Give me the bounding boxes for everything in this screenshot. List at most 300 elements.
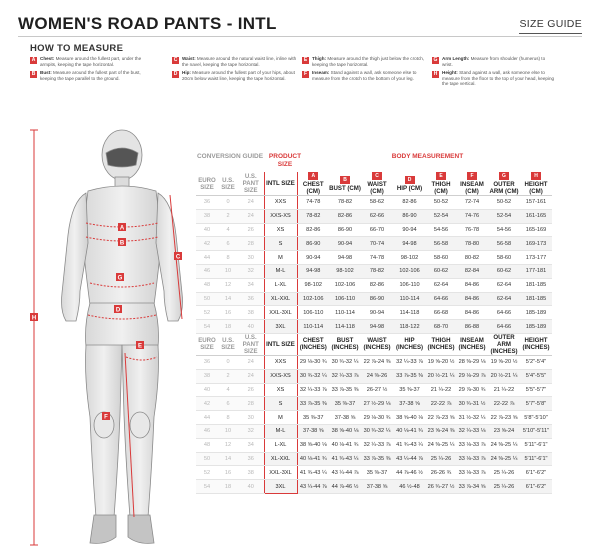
column-letter-badge: C bbox=[372, 172, 382, 180]
table-cell: 28 ⅜-29 ⅛ bbox=[456, 355, 488, 369]
table-cell: 31 ½-32 ¼ bbox=[456, 411, 488, 425]
table-cell: M bbox=[264, 251, 297, 265]
table-cell: 165-169 bbox=[520, 223, 552, 237]
table-cell: 29 ⅛-30 ¾ bbox=[361, 411, 393, 425]
table-cell: 41 ¾-43 ¼ bbox=[329, 452, 361, 466]
figure-marker-h: H bbox=[31, 315, 37, 322]
table-row bbox=[196, 355, 552, 369]
conversion-header: U.S. SIZE bbox=[218, 333, 238, 355]
table-cell: 37-38 ⅝ bbox=[329, 411, 361, 425]
table-cell: 24 bbox=[238, 355, 264, 369]
table-cell: 181-185 bbox=[520, 278, 552, 292]
table-cell: 14 bbox=[218, 452, 238, 466]
table-cell: 84-86 bbox=[456, 292, 488, 306]
table-cell: 44 ⅞-46 ½ bbox=[329, 480, 361, 494]
table-cell: 110-114 bbox=[329, 306, 361, 320]
table-cell: 38 bbox=[196, 369, 218, 383]
table-cell: 62-64 bbox=[488, 278, 520, 292]
table-cell: 21 ¼-22 bbox=[488, 383, 520, 397]
table-cell: XXS-XS bbox=[264, 369, 297, 383]
table-cell: 43 ¼-44 ⅞ bbox=[329, 466, 361, 480]
table-cell: 82-84 bbox=[456, 264, 488, 278]
table-cell: 12 bbox=[218, 278, 238, 292]
table-row bbox=[196, 223, 552, 237]
table-cell: 82-86 bbox=[297, 223, 329, 237]
table-cell: 52-54 bbox=[488, 209, 520, 223]
table-cell: 30 ¾-32 ¼ bbox=[297, 369, 329, 383]
column-letter-badge: G bbox=[499, 172, 509, 180]
table-cell: 177-181 bbox=[520, 264, 552, 278]
instruction-arm-length bbox=[432, 56, 557, 67]
table-cell: 10 bbox=[218, 264, 238, 278]
table-cell: 4 bbox=[218, 223, 238, 237]
table-cell: 29 ⅛-30 ¾ bbox=[297, 355, 329, 369]
letter-badge: E bbox=[303, 57, 308, 63]
table-cell: 56-58 bbox=[488, 237, 520, 251]
column-letter-badge: A bbox=[308, 172, 318, 180]
table-cell: 62-66 bbox=[361, 209, 393, 223]
table-row bbox=[196, 397, 552, 411]
table-cell: 33 ⅞-35 ⅜ bbox=[329, 383, 361, 397]
table-cell: 54-56 bbox=[488, 223, 520, 237]
instruction-hip bbox=[172, 70, 297, 81]
table-cell: 0 bbox=[218, 196, 238, 210]
size-table-body bbox=[196, 172, 552, 493]
table-cell: 64-66 bbox=[488, 306, 520, 320]
table-cell: 44 ⅞-46 ½ bbox=[393, 466, 426, 480]
table-cell: 26 ¾-27 ½ bbox=[426, 480, 456, 494]
table-cell: 54 bbox=[196, 320, 218, 334]
figure-marker-e: E bbox=[137, 343, 143, 350]
table-cell: 161-165 bbox=[520, 209, 552, 223]
table-cell: 86-90 bbox=[329, 223, 361, 237]
table-cell: 30 ¾-32 ¼ bbox=[329, 355, 361, 369]
column-header-text: INTL SIZE bbox=[266, 180, 295, 187]
table-cell: 30 ¾-32 ¼ bbox=[361, 424, 393, 438]
table-cell: 54 bbox=[196, 480, 218, 494]
column-header: INTL SIZE bbox=[264, 333, 297, 355]
table-cell: 8 bbox=[218, 251, 238, 265]
table-cell: 90-94 bbox=[393, 223, 426, 237]
conversion-header: U.S. PANT SIZE bbox=[238, 172, 264, 196]
table-cell: 102-106 bbox=[297, 292, 329, 306]
table-cell: 5'10"-5'11" bbox=[520, 424, 552, 438]
table-cell: 24 bbox=[238, 209, 264, 223]
table-cell: 29 ⅞-30 ¾ bbox=[456, 383, 488, 397]
table-cell: 22 ⅞-23 ⅝ bbox=[488, 411, 520, 425]
table-cell: 40 ⅛-41 ¾ bbox=[393, 424, 426, 438]
table-cell: 94-98 bbox=[329, 251, 361, 265]
table-cell: XS bbox=[264, 223, 297, 237]
figure-marker-b: B bbox=[119, 240, 125, 247]
figure-marker-a: A bbox=[119, 225, 125, 232]
table-cell: 32 ¼-33 ⅞ bbox=[297, 383, 329, 397]
table-cell: 30 ¾-31 ½ bbox=[456, 397, 488, 411]
column-letter-badge: B bbox=[340, 176, 350, 184]
column-header-text: HIP (CM) bbox=[396, 184, 423, 192]
table-row bbox=[196, 264, 552, 278]
table-cell: 56-58 bbox=[426, 237, 456, 251]
instruction-title: Inseam: bbox=[312, 70, 330, 76]
table-cell: 38 ⅝-40 ⅛ bbox=[329, 424, 361, 438]
table-cell: 4 bbox=[218, 383, 238, 397]
table-cell: 0 bbox=[218, 355, 238, 369]
table-cell: 5'4"-5'5" bbox=[520, 369, 552, 383]
table-cell: 19 ⅝-20 ½ bbox=[488, 355, 520, 369]
table-cell: 90-94 bbox=[361, 306, 393, 320]
column-header bbox=[520, 172, 552, 196]
table-cell: 114-118 bbox=[393, 306, 426, 320]
table-cell: 106-110 bbox=[329, 292, 361, 306]
table-row bbox=[196, 452, 552, 466]
table-cell: 26-27 ½ bbox=[361, 383, 393, 397]
table-cell: 16 bbox=[218, 306, 238, 320]
table-cell: 44 bbox=[196, 411, 218, 425]
table-cell: 54-56 bbox=[426, 223, 456, 237]
table-cell: 40 bbox=[238, 320, 264, 334]
table-cell: 74-76 bbox=[456, 209, 488, 223]
table-cell: 110-114 bbox=[393, 292, 426, 306]
table-cell: 24 ⅜-26 bbox=[361, 369, 393, 383]
table-cell: 169-173 bbox=[520, 237, 552, 251]
table-cell: 68-70 bbox=[426, 320, 456, 334]
table-cell: 102-106 bbox=[329, 278, 361, 292]
instruction-title: Thigh: bbox=[312, 56, 327, 61]
instruction-bust bbox=[30, 70, 155, 81]
header-divider bbox=[18, 36, 582, 37]
table-row bbox=[196, 369, 552, 383]
table-row bbox=[196, 237, 552, 251]
table-cell: 33 ⅛-33 ⅞ bbox=[456, 452, 488, 466]
how-to-measure-heading: HOW TO MEASURE bbox=[30, 43, 124, 54]
product-size-title: PRODUCT SIZE bbox=[268, 153, 302, 168]
column-header bbox=[264, 172, 297, 196]
table-cell: 70-74 bbox=[361, 237, 393, 251]
table-cell: 72-74 bbox=[456, 196, 488, 210]
table-cell: 18 bbox=[218, 480, 238, 494]
table-cell: 25 ¼-26 bbox=[488, 480, 520, 494]
table-cell: 33 ⅞-35 ⅜ bbox=[297, 397, 329, 411]
table-cell: 5'11"-6'1" bbox=[520, 438, 552, 452]
table-cell: 25 ¼-26 bbox=[426, 452, 456, 466]
table-cell: 38 bbox=[238, 466, 264, 480]
table-cell: 22 ⅞-23 ⅝ bbox=[426, 411, 456, 425]
table-cell: M bbox=[264, 411, 297, 425]
instruction-height bbox=[432, 70, 557, 87]
table-cell: 22 ⅞-24 ⅜ bbox=[361, 355, 393, 369]
table-cell: 94-98 bbox=[393, 237, 426, 251]
column-header bbox=[361, 172, 393, 196]
instruction-text: Measure around the natural waist line, inline with the navel, keeping the tape horizontal. bbox=[182, 56, 297, 67]
inches-header-row bbox=[196, 333, 552, 355]
table-cell: 35 ⅜-37 bbox=[361, 466, 393, 480]
table-cell: 41 ¾-43 ¼ bbox=[297, 466, 329, 480]
instruction-title: Arm Length: bbox=[442, 56, 470, 61]
instruction-title: Hip: bbox=[182, 70, 191, 76]
conversion-header: EURO SIZE bbox=[196, 172, 218, 196]
letter-badge: H bbox=[433, 71, 438, 78]
table-cell: 36 bbox=[196, 196, 218, 210]
table-cell: 26 bbox=[238, 383, 264, 397]
instruction-text: Measure around the fullest part of your hips, about 20cm below waist line, keeping the tape horizontal. bbox=[182, 70, 295, 81]
table-cell: 3XL bbox=[264, 320, 297, 334]
table-cell: 2 bbox=[218, 369, 238, 383]
table-cell: 118-122 bbox=[393, 320, 426, 334]
table-cell: M-L bbox=[264, 424, 297, 438]
instruction-text: Measure around the fullest part of the bust, keeping the tape parallel to the ground. bbox=[40, 70, 141, 81]
table-cell: 74-78 bbox=[361, 251, 393, 265]
conversion-header: U.S. PANT SIZE bbox=[238, 333, 264, 355]
column-header-text: WAIST (CM) bbox=[367, 181, 387, 195]
table-cell: 44 bbox=[196, 251, 218, 265]
table-cell: 33 ⅞-35 ⅜ bbox=[393, 369, 426, 383]
table-cell: XXL-3XL bbox=[264, 306, 297, 320]
letter-badge: D bbox=[173, 71, 178, 78]
table-row bbox=[196, 411, 552, 425]
table-cell: 40 bbox=[238, 480, 264, 494]
table-cell: 50-52 bbox=[426, 196, 456, 210]
table-cell: 84-86 bbox=[456, 306, 488, 320]
table-cell: 32 bbox=[238, 264, 264, 278]
table-cell: XL-XXL bbox=[264, 452, 297, 466]
column-header: BUST (INCHES) bbox=[329, 333, 361, 355]
table-cell: 37-38 ⅝ bbox=[297, 424, 329, 438]
table-cell: 29 ⅛-29 ⅞ bbox=[456, 369, 488, 383]
table-cell: 157-161 bbox=[520, 196, 552, 210]
rider-figure-illustration bbox=[30, 125, 215, 550]
table-cell: 40 bbox=[196, 223, 218, 237]
table-cell: 181-185 bbox=[520, 292, 552, 306]
column-header-text: CHEST (CM) bbox=[302, 181, 324, 195]
table-cell: 5'2"-5'4" bbox=[520, 355, 552, 369]
table-cell: 84-86 bbox=[456, 278, 488, 292]
table-cell: 106-110 bbox=[393, 278, 426, 292]
table-cell: 90-94 bbox=[297, 251, 329, 265]
table-cell: 5'11"-6'1" bbox=[520, 452, 552, 466]
table-row bbox=[196, 306, 552, 320]
table-cell: 26 bbox=[238, 223, 264, 237]
instruction-text: Stand against a wall, ask someone else to measure from the floor to the top of your head, keeping the tape vertical. bbox=[442, 70, 555, 87]
table-row bbox=[196, 466, 552, 480]
instruction-title: Height: bbox=[442, 70, 458, 76]
table-cell: 114-118 bbox=[329, 320, 361, 334]
table-cell: 27 ½-29 ⅛ bbox=[361, 397, 393, 411]
table-cell: 78-82 bbox=[361, 264, 393, 278]
table-cell: 90-94 bbox=[329, 237, 361, 251]
table-cell: 82-86 bbox=[393, 196, 426, 210]
table-cell: 32 ¼-33 ⅞ bbox=[393, 355, 426, 369]
table-cell: XXS-XS bbox=[264, 209, 297, 223]
table-cell: 86-88 bbox=[456, 320, 488, 334]
table-cell: 60-62 bbox=[426, 264, 456, 278]
table-cell: 25 ¼-26 bbox=[488, 466, 520, 480]
table-cell: 66-70 bbox=[361, 223, 393, 237]
table-cell: 78-82 bbox=[329, 196, 361, 210]
column-letter-badge: H bbox=[531, 172, 541, 180]
table-cell: L-XL bbox=[264, 438, 297, 452]
column-header: INSEAM (INCHES) bbox=[456, 333, 488, 355]
instruction-thigh bbox=[302, 56, 427, 67]
table-cell: 30 bbox=[238, 411, 264, 425]
conversion-header: EURO SIZE bbox=[196, 333, 218, 355]
table-cell: L-XL bbox=[264, 278, 297, 292]
table-cell: 94-98 bbox=[361, 320, 393, 334]
table-cell: 86-90 bbox=[361, 292, 393, 306]
table-cell: 20 ½-21 ¼ bbox=[488, 369, 520, 383]
column-header-text: OUTER ARM (CM) bbox=[489, 181, 519, 195]
table-cell: 35 ⅜-37 bbox=[297, 411, 329, 425]
table-cell: 26-26 ¾ bbox=[426, 466, 456, 480]
table-cell: 18 bbox=[218, 320, 238, 334]
table-cell: 50-52 bbox=[488, 196, 520, 210]
instruction-text: Stand against a wall, ask someone else to measure from the crotch to the bottom of your leg. bbox=[312, 70, 417, 81]
figure-marker-f: F bbox=[104, 414, 108, 421]
column-header bbox=[456, 172, 488, 196]
table-cell: 50 bbox=[196, 452, 218, 466]
table-cell: 58-60 bbox=[488, 251, 520, 265]
table-cell: 33 ⅞-34 ⅝ bbox=[456, 480, 488, 494]
table-cell: 12 bbox=[218, 438, 238, 452]
table-row bbox=[196, 320, 552, 334]
table-cell: 38 bbox=[238, 306, 264, 320]
table-cell: 32 ¼-33 ⅞ bbox=[329, 369, 361, 383]
column-header: OUTER ARM (INCHES) bbox=[488, 333, 520, 355]
table-cell: 94-98 bbox=[297, 264, 329, 278]
table-cell: 106-110 bbox=[297, 306, 329, 320]
rider-silhouette bbox=[62, 130, 183, 543]
instruction-chest bbox=[30, 56, 155, 67]
table-cell: 6 bbox=[218, 397, 238, 411]
table-cell: 76-78 bbox=[456, 223, 488, 237]
table-cell: 22-22 ⅞ bbox=[426, 397, 456, 411]
table-cell: 62-64 bbox=[488, 292, 520, 306]
table-cell: 78-80 bbox=[456, 237, 488, 251]
table-cell: 24 bbox=[238, 369, 264, 383]
table-cell: 22-22 ⅞ bbox=[488, 397, 520, 411]
table-cell: M-L bbox=[264, 264, 297, 278]
table-cell: 38 bbox=[196, 209, 218, 223]
table-cell: 50 bbox=[196, 292, 218, 306]
table-cell: 64-66 bbox=[488, 320, 520, 334]
letter-badge: F bbox=[303, 71, 308, 78]
table-cell: 46 ½-48 bbox=[393, 480, 426, 494]
table-cell: 64-66 bbox=[426, 292, 456, 306]
table-cell: 35 ⅜-37 bbox=[329, 397, 361, 411]
body-measurement-title: BODY MEASUREMENT bbox=[391, 153, 464, 160]
table-cell: 24 ⅜-25 ¼ bbox=[426, 438, 456, 452]
table-cell: 33 ⅞-35 ⅜ bbox=[361, 452, 393, 466]
table-cell: 185-189 bbox=[520, 320, 552, 334]
table-cell: 23 ⅝-24 bbox=[488, 424, 520, 438]
column-header bbox=[393, 172, 426, 196]
table-cell: 33 ⅛-33 ⅞ bbox=[456, 466, 488, 480]
table-cell: 78-82 bbox=[297, 209, 329, 223]
cm-header-row bbox=[196, 172, 552, 196]
table-cell: 24 bbox=[238, 196, 264, 210]
table-cell: 110-114 bbox=[297, 320, 329, 334]
instruction-text: Measure around the thigh just below the crotch, keeping the tape horizontal. bbox=[312, 56, 425, 67]
table-cell: 43 ¼-44 ⅞ bbox=[393, 452, 426, 466]
table-cell: 40 ⅛-41 ¾ bbox=[297, 452, 329, 466]
instruction-column-4 bbox=[432, 56, 557, 90]
figure-marker-c: C bbox=[175, 254, 181, 261]
table-cell: 36 bbox=[238, 292, 264, 306]
table-cell: 46 bbox=[196, 424, 218, 438]
table-cell: XXL-3XL bbox=[264, 466, 297, 480]
table-cell: 74-78 bbox=[297, 196, 329, 210]
instruction-title: Bust: bbox=[40, 70, 52, 76]
table-cell: 34 bbox=[238, 278, 264, 292]
table-row bbox=[196, 292, 552, 306]
table-cell: 98-102 bbox=[297, 278, 329, 292]
table-cell: 6'1"-6'2" bbox=[520, 480, 552, 494]
instruction-title: Waist: bbox=[182, 56, 196, 61]
table-cell: 35 ⅜-37 bbox=[393, 383, 426, 397]
column-header bbox=[488, 172, 520, 196]
instruction-waist bbox=[172, 56, 297, 67]
column-header-text: THIGH (CM) bbox=[431, 181, 451, 195]
table-cell: 16 bbox=[218, 466, 238, 480]
table-cell: 21 ¼-22 bbox=[426, 383, 456, 397]
table-cell: 3XL bbox=[264, 480, 297, 494]
table-cell: 23 ⅝-24 ⅜ bbox=[426, 424, 456, 438]
table-row bbox=[196, 438, 552, 452]
column-header-text: BUST (CM) bbox=[329, 184, 361, 192]
table-cell: XL-XXL bbox=[264, 292, 297, 306]
table-cell: 32 bbox=[238, 424, 264, 438]
table-cell: S bbox=[264, 397, 297, 411]
table-cell: 14 bbox=[218, 292, 238, 306]
table-cell: 52 bbox=[196, 306, 218, 320]
table-cell: XXS bbox=[264, 196, 297, 210]
column-header bbox=[329, 172, 361, 196]
table-row bbox=[196, 209, 552, 223]
conversion-guide-title: CONVERSION GUIDE bbox=[196, 153, 264, 160]
instruction-inseam bbox=[302, 70, 427, 81]
table-row bbox=[196, 424, 552, 438]
instruction-column-1 bbox=[30, 56, 155, 84]
column-header: CHEST (INCHES) bbox=[297, 333, 329, 355]
table-cell: 41 ¾-43 ¼ bbox=[393, 438, 426, 452]
instruction-column-2 bbox=[172, 56, 297, 84]
table-cell: 173-177 bbox=[520, 251, 552, 265]
table-cell: 5'7"-5'8" bbox=[520, 397, 552, 411]
size-table bbox=[196, 172, 552, 494]
instruction-text: Measure around the fullest part, under the armpits, keeping the tape horizontal. bbox=[40, 56, 142, 67]
conversion-header: U.S. SIZE bbox=[218, 172, 238, 196]
column-header: WAIST (INCHES) bbox=[361, 333, 393, 355]
figure-marker-g: G bbox=[117, 275, 123, 282]
table-cell: XXS bbox=[264, 355, 297, 369]
table-cell: 37-38 ⅝ bbox=[393, 397, 426, 411]
table-cell: 2 bbox=[218, 209, 238, 223]
table-cell: 80-82 bbox=[456, 251, 488, 265]
table-row bbox=[196, 196, 552, 210]
table-cell: 36 bbox=[196, 355, 218, 369]
table-cell: 98-102 bbox=[329, 264, 361, 278]
table-cell: 10 bbox=[218, 424, 238, 438]
table-cell: 86-90 bbox=[297, 237, 329, 251]
instruction-column-3 bbox=[302, 56, 427, 84]
table-cell: 58-62 bbox=[361, 196, 393, 210]
figure-marker-d: D bbox=[115, 307, 121, 314]
table-cell: 58-60 bbox=[426, 251, 456, 265]
table-cell: 48 bbox=[196, 438, 218, 452]
column-letter-badge: D bbox=[405, 176, 415, 184]
table-cell: 52-54 bbox=[426, 209, 456, 223]
table-cell: 42 bbox=[196, 397, 218, 411]
table-cell: 185-189 bbox=[520, 306, 552, 320]
